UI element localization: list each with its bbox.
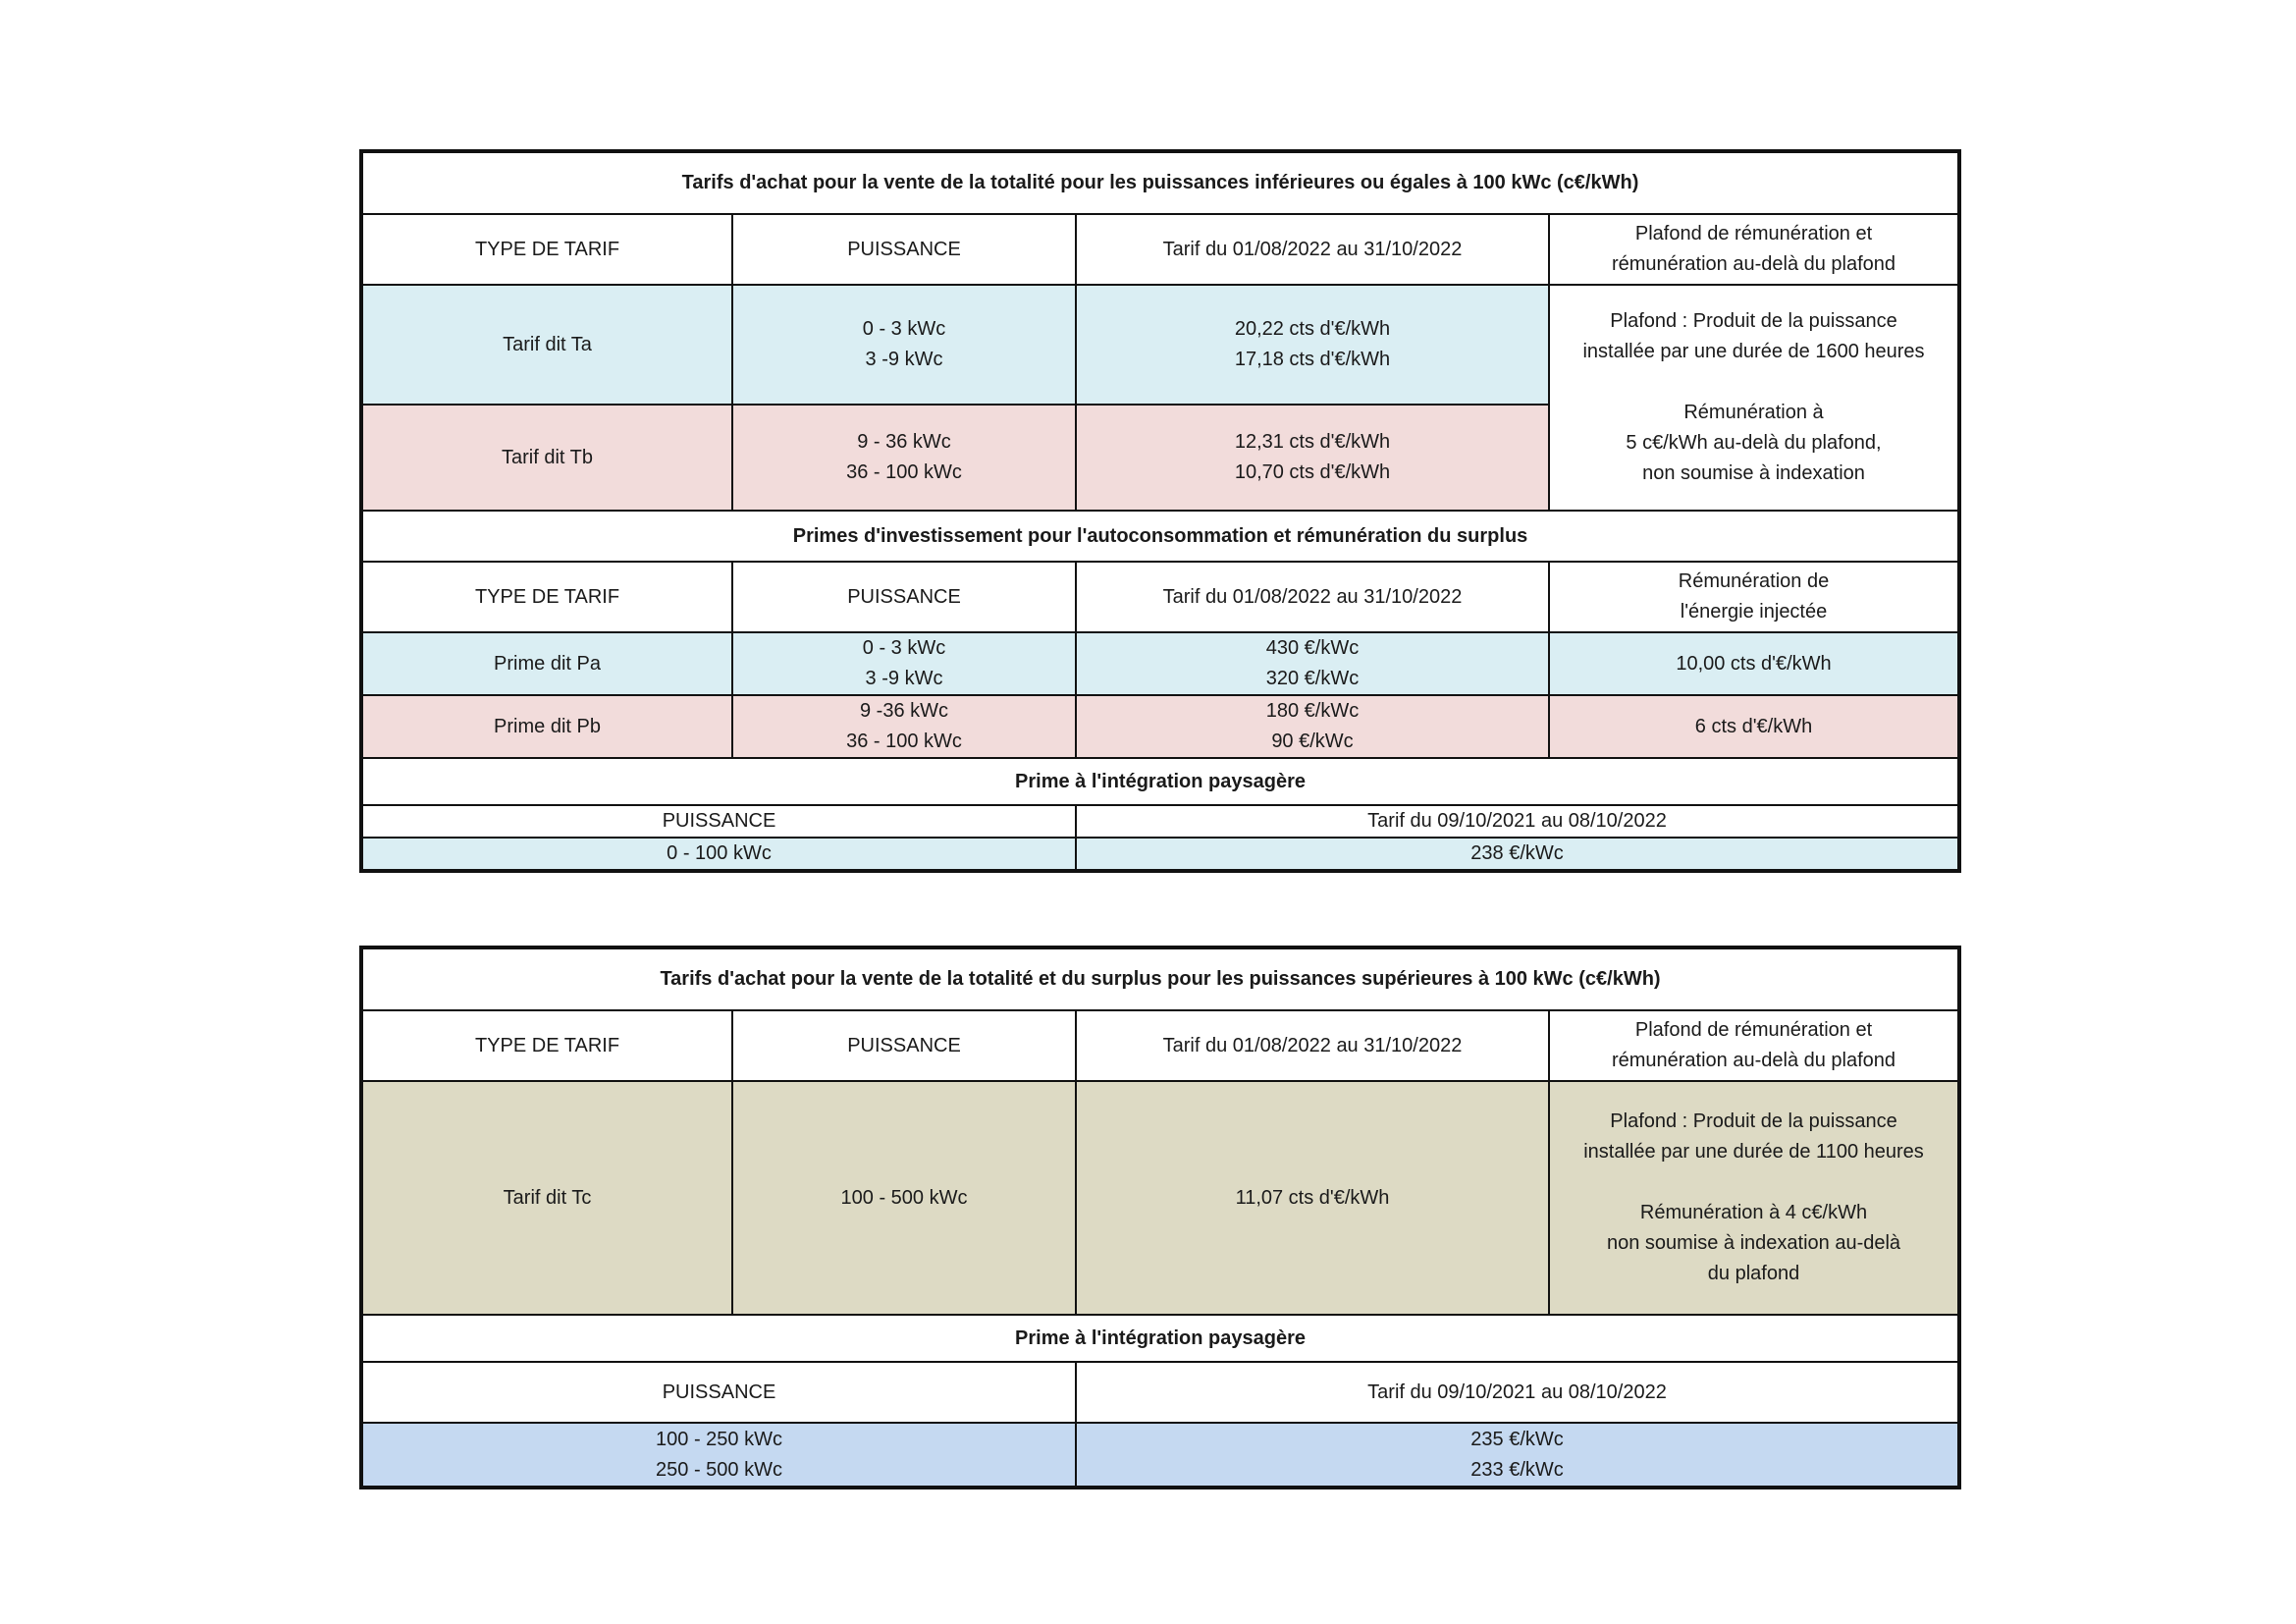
prime-remuneration-pa: 10,00 cts d'€/kWh [1549,632,1959,695]
row-tarif-tc: 11,07 cts d'€/kWh [1076,1081,1549,1315]
prime-tarif-pb: 180 €/kWc 90 €/kWc [1076,695,1549,758]
tariff-table-small-installations [359,149,1961,873]
header-tarif: Tarif du 01/08/2022 au 31/10/2022 [1076,214,1549,285]
prime-type-pb: Prime dit Pb [361,695,732,758]
row-puissance-tb: 9 - 36 kWc 36 - 100 kWc [732,405,1076,511]
integration-title: Prime à l'intégration paysagère [361,1315,1959,1362]
integration-header-puissance: PUISSANCE [361,805,1076,838]
integration-header-tarif: Tarif du 09/10/2021 au 08/10/2022 [1076,805,1959,838]
plafond-cell: Plafond : Produit de la puissance installée par une durée de 1600 heures Rémunération à 5 c€/kWh au-delà du plafond, non soumise à indexation [1549,285,1959,511]
primes-header-type: TYPE DE TARIF [361,562,732,632]
primes-title: Primes d'investissement pour l'autoconsommation et rémunération du surplus [361,511,1959,562]
prime-tarif-pa: 430 €/kWc 320 €/kWc [1076,632,1549,695]
integration-title: Prime à l'intégration paysagère [361,758,1959,805]
header-type: TYPE DE TARIF [361,214,732,285]
row-type-ta: Tarif dit Ta [361,285,732,405]
integration-puissance: 0 - 100 kWc [361,838,1076,871]
integration-tarif: 238 €/kWc [1076,838,1959,871]
header-puissance: PUISSANCE [732,1010,1076,1081]
header-tarif: Tarif du 01/08/2022 au 31/10/2022 [1076,1010,1549,1081]
header-plafond: Plafond de rémunération et rémunération au-delà du plafond [1549,214,1959,285]
row-puissance-tc: 100 - 500 kWc [732,1081,1076,1315]
header-plafond: Plafond de rémunération et rémunération au-delà du plafond [1549,1010,1959,1081]
table-title: Tarifs d'achat pour la vente de la totalité pour les puissances inférieures ou égales à 100 kWc (c€/kWh) [361,151,1959,214]
integration-header-puissance: PUISSANCE [361,1362,1076,1423]
prime-puissance-pa: 0 - 3 kWc 3 -9 kWc [732,632,1076,695]
row-type-tb: Tarif dit Tb [361,405,732,511]
row-type-tc: Tarif dit Tc [361,1081,732,1315]
prime-puissance-pb: 9 -36 kWc 36 - 100 kWc [732,695,1076,758]
row-tarif-ta: 20,22 cts d'€/kWh 17,18 cts d'€/kWh [1076,285,1549,405]
integration-tarif: 235 €/kWc 233 €/kWc [1076,1423,1959,1488]
prime-type-pa: Prime dit Pa [361,632,732,695]
integration-header-tarif: Tarif du 09/10/2021 au 08/10/2022 [1076,1362,1959,1423]
row-puissance-ta: 0 - 3 kWc 3 -9 kWc [732,285,1076,405]
tariff-table-large-installations [359,946,1961,1489]
prime-remuneration-pb: 6 cts d'€/kWh [1549,695,1959,758]
header-puissance: PUISSANCE [732,214,1076,285]
primes-header-tarif: Tarif du 01/08/2022 au 31/10/2022 [1076,562,1549,632]
primes-header-puissance: PUISSANCE [732,562,1076,632]
primes-header-remuneration: Rémunération de l'énergie injectée [1549,562,1959,632]
table-title: Tarifs d'achat pour la vente de la totalité et du surplus pour les puissances supérieures à 100 kWc (c€/kWh) [361,947,1959,1010]
header-type: TYPE DE TARIF [361,1010,732,1081]
integration-puissance: 100 - 250 kWc 250 - 500 kWc [361,1423,1076,1488]
row-tarif-tb: 12,31 cts d'€/kWh 10,70 cts d'€/kWh [1076,405,1549,511]
row-plafond-tc: Plafond : Produit de la puissance installée par une durée de 1100 heures Rémunération à 4 c€/kWh non soumise à indexation au-delà du plafond [1549,1081,1959,1315]
